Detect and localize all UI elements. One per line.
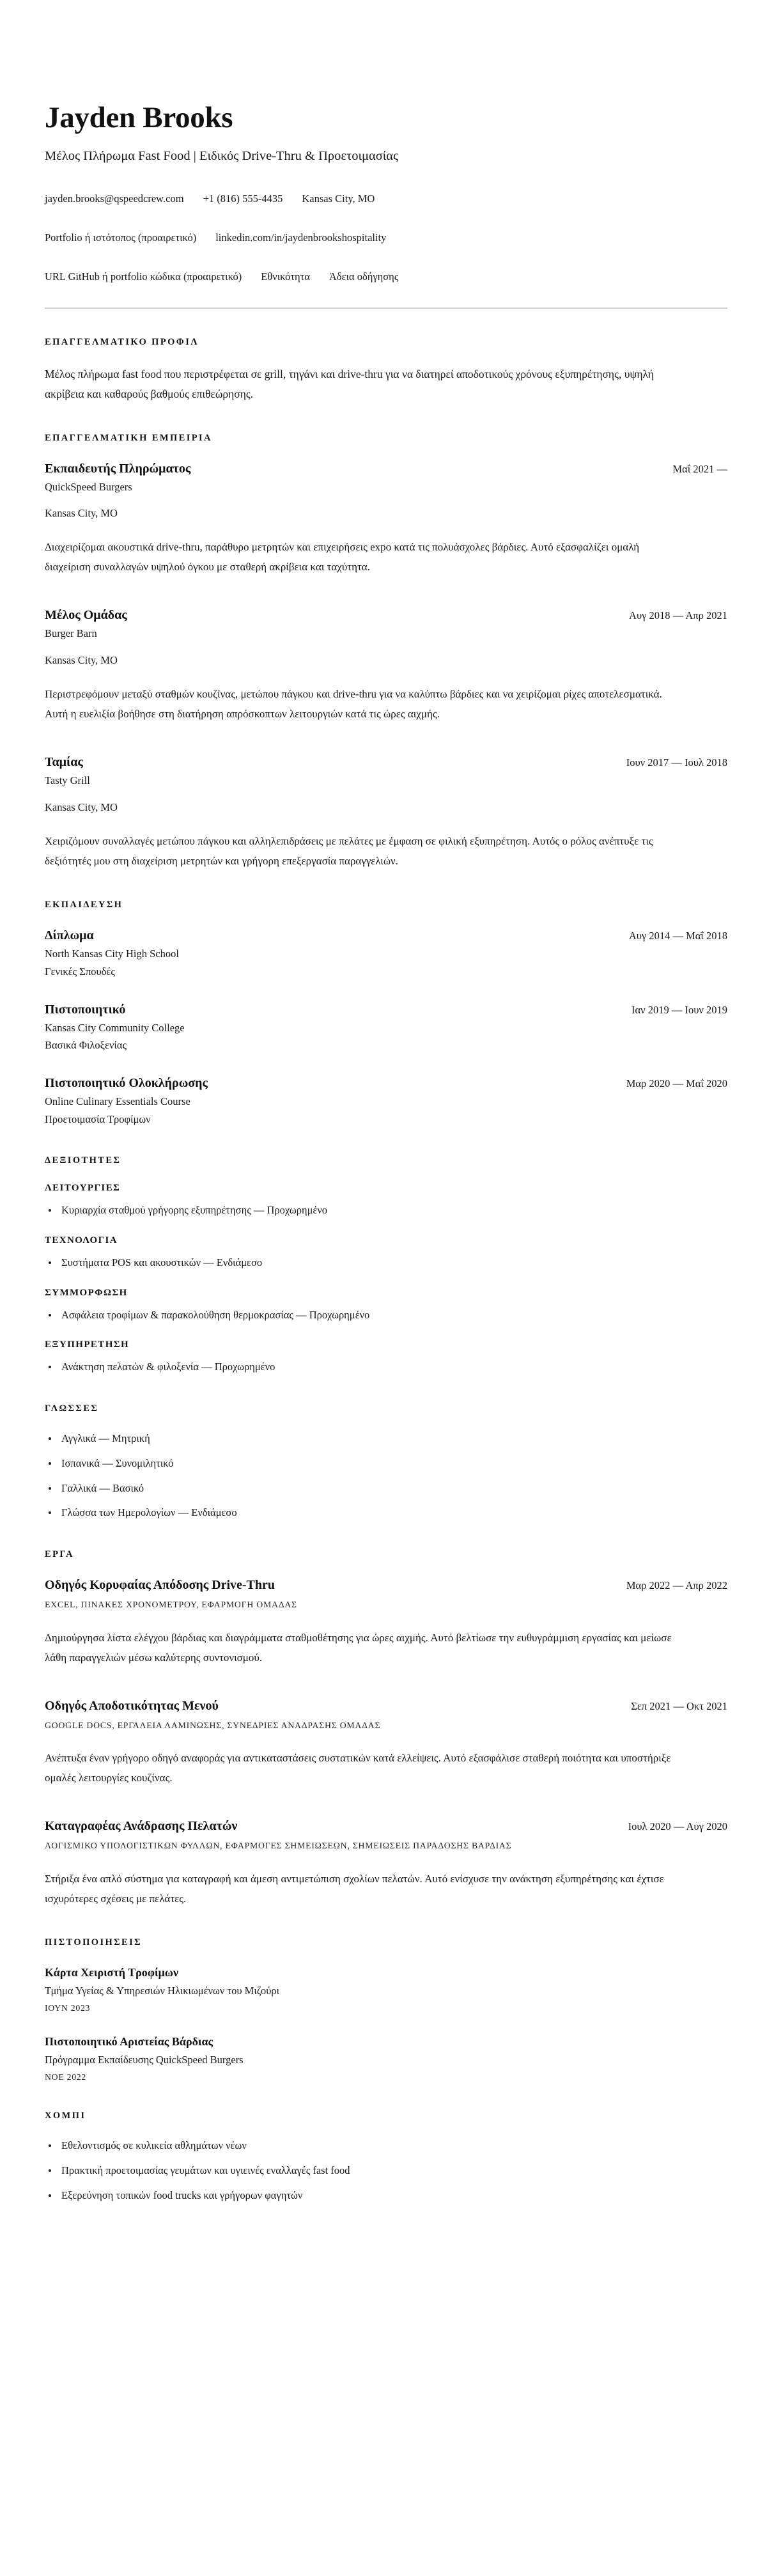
- experience-description: Χειριζόμουν συναλλαγές μετώπου πάγκου και αλληλεπιδράσεις με πελάτες με έμφαση σε φιλική εξυπηρέτηση. Αυτός ο ρόλος ανέπτυξε τις δεξιότητές μου στη διαχείριση μετρητών και γρήγορη επεξεργασία παραγγελιών.: [45, 834, 653, 867]
- project-entry-head: [45, 1818, 727, 1834]
- experience-role: Ταμίας: [45, 754, 83, 769]
- section-certifications: [45, 1937, 727, 2082]
- section-title-experience: ΕΠΑΓΓΕΛΜΑΤΙΚΗ ΕΜΠΕΙΡΙΑ: [45, 432, 212, 443]
- section-title-certifications: ΠΙΣΤΟΠΟΙΗΣΕΙΣ: [45, 1937, 143, 1948]
- skill-list: [45, 1308, 727, 1323]
- experience-entry-head: [45, 460, 727, 477]
- certification-issuer: Τμήμα Υγείας & Υπηρεσιών Ηλικιωμένων του Μιζούρι: [45, 1985, 280, 1997]
- education-entry-head: [45, 927, 727, 944]
- project-description: Ανέπτυξα έναν γρήγορο οδηγό αναφοράς για αντικαταστάσεις συστατικών κατά ελλείψεις. Αυτό εξασφάλισε σταθερή ποιότητα και υποστήριξε ομαλές λειτουργίες κουζίνας.: [45, 1752, 671, 1784]
- education-entry-head: [45, 1075, 727, 1091]
- experience-entry: [45, 607, 727, 724]
- certification-name: Πιστοποιητικό Αριστείας Βάρδιας: [45, 2035, 213, 2049]
- project-entry: [45, 1698, 727, 1789]
- project-tools: GOOGLE DOCS, ΕΡΓΑΛΕΙΑ ΛΑΜΙΝΩΣΗΣ, ΣΥΝΕΔΡΙΕΣ ΑΝΑΔΡΑΣΗΣ ΟΜΑΔΑΣ: [45, 1720, 381, 1730]
- experience-dates: Μαΐ 2021 —: [672, 462, 727, 475]
- experience-dates: Αυγ 2018 — Απρ 2021: [629, 609, 727, 622]
- section-languages: [45, 1403, 727, 1521]
- experience-entry-head: [45, 607, 727, 623]
- section-projects: [45, 1549, 727, 1909]
- project-tools: ΛΟΓΙΣΜΙΚΟ ΥΠΟΛΟΓΙΣΤΙΚΩΝ ΦΥΛΛΩΝ, ΕΦΑΡΜΟΓΕΣ ΣΗΜΕΙΩΣΕΩΝ, ΣΗΜΕΙΩΣΕΙΣ ΠΑΡΑΔΟΣΗΣ ΒΑΡΔΙΑΣ: [45, 1841, 512, 1851]
- education-dates: Μαρ 2020 — Μαΐ 2020: [626, 1077, 727, 1090]
- skill-group: [45, 1288, 727, 1323]
- skill-group-name: ΕΞΥΠΗΡΕΤΗΣΗ: [45, 1339, 130, 1350]
- experience-role: Εκπαιδευτής Πληρώματος: [45, 461, 191, 476]
- language-item: Αγγλικά — Μητρική: [45, 1431, 727, 1447]
- contact-portfolio-label: Portfolio ή ιστότοπος (προαιρετικό): [45, 231, 197, 244]
- project-name: Οδηγός Αποδοτικότητας Μενού: [45, 1698, 219, 1713]
- contact-github-label: URL GitHub ή portfolio κώδικα (προαιρετικό): [45, 270, 242, 283]
- certification-date: ΙΟΥΝ 2023: [45, 2003, 91, 2013]
- education-entry-head: [45, 1001, 727, 1018]
- skill-group-name: ΛΕΙΤΟΥΡΓΙΕΣ: [45, 1183, 121, 1194]
- section-education: [45, 900, 727, 1128]
- section-experience: [45, 433, 727, 871]
- experience-entry: [45, 754, 727, 871]
- language-item: Γλώσσα των Ημερολογίων — Ενδιάμεσο: [45, 1505, 727, 1521]
- experience-entry-head: [45, 754, 727, 770]
- project-tools: EXCEL, ΠΙΝΑΚΕΣ ΧΡΟΝΟΜΕΤΡΟΥ, ΕΦΑΡΜΟΓΗ ΟΜΑΔΑΣ: [45, 1600, 297, 1610]
- education-entry: [45, 1001, 727, 1054]
- experience-dates: Ιουν 2017 — Ιουλ 2018: [626, 756, 727, 769]
- education-school: North Kansas City High School: [45, 947, 179, 960]
- profile-summary-text: Μέλος πλήρωμα fast food που περιστρέφεται σε grill, τηγάνι και drive-thru για να διατηρεί αποδοτικούς χρόνους εξυπηρέτησης, υψηλή ακρίβεια και καθαρούς βαθμούς επιθεώρησης.: [45, 368, 655, 401]
- skill-group-name: ΤΕΧΝΟΛΟΓΙΑ: [45, 1235, 118, 1245]
- project-entry: [45, 1577, 727, 1668]
- experience-description: Περιστρεφόμουν μεταξύ σταθμών κουζίνας, μετώπου πάγκου και drive-thru για να καλύπτω βάρδιες και να χειρίζομαι ρίχες αποτελεσματικά. Αυτή η ευελιξία βοήθησε στη διατήρηση απρόσκοπτων λειτουργιών κατά τις ώρες αιχμής.: [45, 688, 662, 721]
- hobby-item: Εθελοντισμός σε κυλικεία αθλημάτων νέων: [45, 2138, 727, 2154]
- project-dates: Μαρ 2022 — Απρ 2022: [626, 1579, 727, 1592]
- education-school: Online Culinary Essentials Course: [45, 1095, 190, 1108]
- experience-company: Tasty Grill: [45, 774, 90, 786]
- section-hobbies: [45, 2111, 727, 2203]
- contact-location: Kansas City, MO: [302, 192, 375, 205]
- section-title-hobbies: ΧΟΜΠΙ: [45, 2111, 86, 2121]
- resume-header: [45, 102, 727, 309]
- candidate-name: Jayden Brooks: [45, 101, 233, 134]
- hobby-item: Εξερεύνηση τοπικών food trucks και γρήγορων φαγητών: [45, 2188, 727, 2204]
- education-entry: [45, 1075, 727, 1127]
- contact-phone[interactable]: +1 (816) 555-4435: [203, 192, 283, 205]
- education-dates: Αυγ 2014 — Μαΐ 2018: [628, 929, 727, 942]
- education-field: Προετοιμασία Τροφίμων: [45, 1113, 151, 1126]
- contact-driving-license-label: Άδεια οδήγησης: [329, 270, 399, 283]
- candidate-headline: Μέλος Πλήρωμα Fast Food | Ειδικός Drive-Thru & Προετοιμασίας: [45, 149, 399, 164]
- language-list: [45, 1431, 727, 1521]
- experience-location: Kansas City, MO: [45, 800, 118, 813]
- project-entry: [45, 1818, 727, 1909]
- project-name: Οδηγός Κορυφαίας Απόδοσης Drive-Thru: [45, 1578, 275, 1593]
- certification-date: ΝΟΕ 2022: [45, 2072, 86, 2082]
- education-field: Γενικές Σπουδές: [45, 965, 115, 978]
- skill-group: [45, 1183, 727, 1219]
- header-divider: [45, 308, 727, 309]
- section-title-education: ΕΚΠΑΙΔΕΥΣΗ: [45, 899, 123, 910]
- project-entry-head: [45, 1577, 727, 1593]
- education-degree: Πιστοποιητικό Ολοκλήρωσης: [45, 1076, 208, 1091]
- project-dates: Ιουλ 2020 — Αυγ 2020: [628, 1820, 727, 1833]
- contact-line-primary: [45, 191, 727, 207]
- language-item: Ισπανικά — Συνομιλητικό: [45, 1456, 727, 1472]
- certification-name: Κάρτα Χειριστή Τροφίμων: [45, 1965, 179, 1979]
- section-title-projects: ΕΡΓΑ: [45, 1549, 74, 1560]
- project-description: Δημιούργησα λίστα ελέγχου βάρδιας και διαγράμματα σταθμοθέτησης για ώρες αιχμής. Αυτό βελτίωσε την ευθυγράμμιση εργασίας και μείωσε λάθη παραγγελιών μέσω καλύτερης συντονισμού.: [45, 1631, 672, 1664]
- project-description: Στήριξα ένα απλό σύστημα για καταγραφή και άμεση αντιμετώπιση σχολίων πελατών. Αυτό ενίσχυσε την ανάκτηση εξυπηρέτησης και έχτισε ισχυρότερες σχέσεις με πελάτες.: [45, 1873, 664, 1905]
- education-degree: Πιστοποιητικό: [45, 1002, 126, 1017]
- skill-group: [45, 1339, 727, 1375]
- project-entry-head: [45, 1698, 727, 1714]
- section-profile: [45, 337, 727, 404]
- education-field: Βασικά Φιλοξενίας: [45, 1039, 127, 1052]
- skill-item: Κυριαρχία σταθμού γρήγορης εξυπηρέτησης — Προχωρημένο: [45, 1203, 727, 1219]
- hobby-item: Πρακτική προετοιμασίας γευμάτων και υγιεινές εναλλαγές fast food: [45, 2163, 727, 2179]
- experience-description: Διαχειρίζομαι ακουστικά drive-thru, παράθυρο μετρητών και επιχειρήσεις expo κατά τις πολυάσχολες βάρδιες. Αυτό εξασφαλίζει ομαλή διαχείριση συναλλαγών υψηλού όγκου με σταθερή ακρίβεια και ταχύτητα.: [45, 541, 640, 574]
- section-skills: [45, 1155, 727, 1375]
- education-degree: Δίπλωμα: [45, 928, 94, 942]
- project-name: Καταγραφέας Ανάδρασης Πελατών: [45, 1819, 238, 1834]
- section-title-skills: ΔΕΞΙΟΤΗΤΕΣ: [45, 1155, 121, 1166]
- skill-list: [45, 1203, 727, 1219]
- contact-linkedin[interactable]: linkedin.com/in/jaydenbrookshospitality: [215, 231, 387, 244]
- experience-company: QuickSpeed Burgers: [45, 480, 132, 493]
- skill-list: [45, 1255, 727, 1271]
- language-item: Γαλλικά — Βασικό: [45, 1481, 727, 1497]
- skill-item: Ανάκτηση πελατών & φιλοξενία — Προχωρημένο: [45, 1359, 727, 1375]
- experience-location: Kansas City, MO: [45, 507, 118, 520]
- experience-role: Μέλος Ομάδας: [45, 608, 127, 623]
- education-dates: Ιαν 2019 — Ιουν 2019: [631, 1003, 727, 1016]
- skill-item: Ασφάλεια τροφίμων & παρακολούθηση θερμοκρασίας — Προχωρημένο: [45, 1308, 727, 1323]
- education-school: Kansas City Community College: [45, 1021, 185, 1034]
- certification-issuer: Πρόγραμμα Εκπαίδευσης QuickSpeed Burgers: [45, 2054, 244, 2066]
- skill-group: [45, 1235, 727, 1271]
- experience-company: Burger Barn: [45, 627, 97, 640]
- section-title-profile: ΕΠΑΓΓΕΛΜΑΤΙΚΟ ΠΡΟΦΙΛ: [45, 337, 199, 348]
- contact-line-portfolio: [45, 230, 727, 246]
- experience-entry: [45, 460, 727, 578]
- skill-list: [45, 1359, 727, 1375]
- contact-line-extra: [45, 269, 727, 285]
- certification-entry: [45, 1965, 727, 2013]
- project-dates: Σεπ 2021 — Οκτ 2021: [631, 1699, 727, 1712]
- contact-nationality-label: Εθνικότητα: [261, 270, 310, 283]
- hobby-list: [45, 2138, 727, 2203]
- experience-location: Kansas City, MO: [45, 654, 118, 667]
- skill-item: Συστήματα POS και ακουστικών — Ενδιάμεσο: [45, 1255, 727, 1271]
- education-entry: [45, 927, 727, 980]
- skill-group-name: ΣΥΜΜΟΡΦΩΣΗ: [45, 1287, 128, 1298]
- certification-entry: [45, 2034, 727, 2082]
- section-title-languages: ΓΛΩΣΣΕΣ: [45, 1403, 99, 1414]
- contact-email[interactable]: jayden.brooks@qspeedcrew.com: [45, 192, 184, 205]
